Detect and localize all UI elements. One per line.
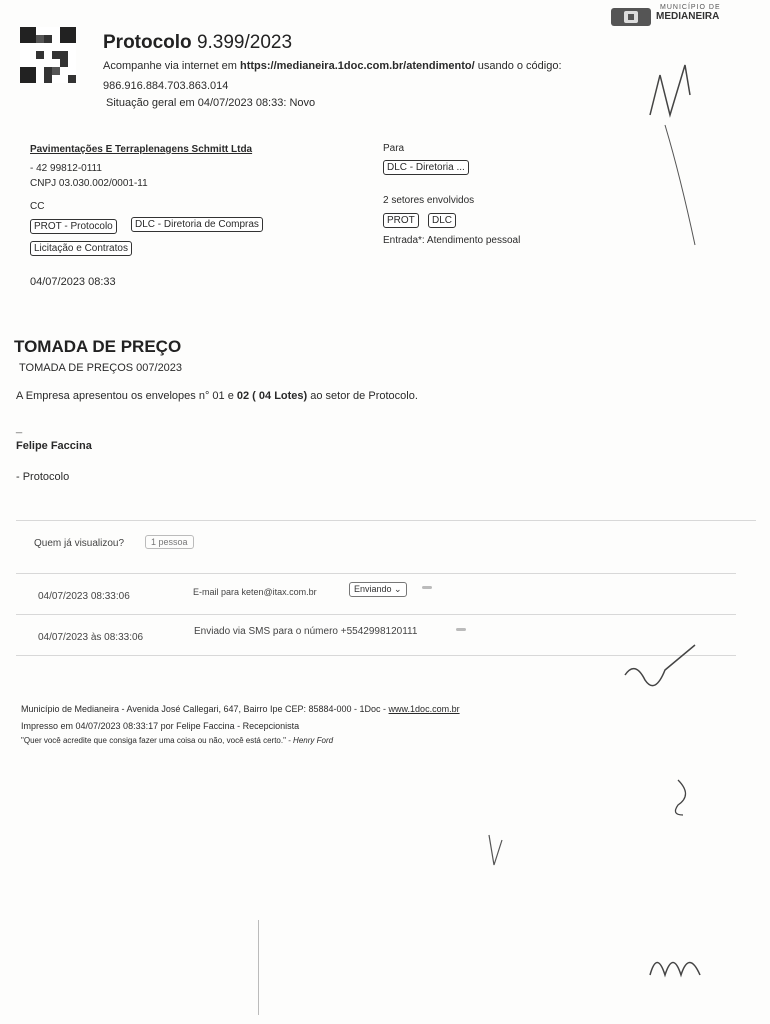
qr-code	[20, 27, 76, 83]
document-text: A Empresa apresentou os envelopes n° 01 e 02 ( 04 Lotes) ao setor de Protocolo.	[16, 390, 418, 402]
signature-dash: _	[16, 422, 23, 434]
tracking-url[interactable]: https://medianeira.1doc.com.br/atendimento/	[239, 60, 475, 72]
document-heading: TOMADA DE PREÇO	[14, 337, 182, 356]
footer-address: Município de Medianeira - Avenida José Callegari, 647, Bairro Ipe CEP: 85884-000 - 1Doc - www.1doc.com.br	[21, 704, 460, 714]
log-status-badge: Enviando ⌄	[349, 582, 407, 597]
sender-company[interactable]: Pavimentações E Terraplenagens Schmitt Ltda	[30, 144, 253, 155]
handwritten-mark-icon	[668, 775, 698, 820]
cc-tag-licitacao[interactable]: Licitação e Contratos	[30, 241, 132, 256]
municipality-label: MUNICÍPIO DE	[660, 4, 721, 11]
entry-type: Entrada*: Atendimento pessoal	[383, 235, 521, 246]
handwritten-mark-icon	[484, 830, 509, 875]
tracking-line: Acompanhe via internet em https://medianeira.1doc.com.br/atendimento/ usando o código:	[103, 60, 562, 72]
protocol-label: Protocolo	[103, 32, 192, 53]
sector-tag-prot[interactable]: PROT	[383, 213, 419, 228]
page-title	[103, 32, 292, 54]
divider	[16, 573, 736, 574]
protocol-number: 9.399/2023	[196, 32, 293, 53]
author-name: Felipe Faccina	[16, 440, 92, 452]
cc-label: CC	[30, 201, 45, 212]
footer-site-link[interactable]: www.1doc.com.br	[388, 704, 460, 714]
log-text: E-mail para keten@itax.com.br	[193, 587, 317, 597]
handwritten-signature-icon	[640, 55, 750, 255]
recipient-tag[interactable]: DLC - Diretoria ...	[383, 160, 469, 175]
divider	[16, 520, 756, 521]
tracking-code: 986.916.884.703.863.014	[103, 80, 229, 92]
views-count-badge[interactable]: 1 pessoa	[145, 535, 194, 549]
cc-tag-dlc[interactable]: DLC - Diretoria de Compras	[131, 217, 263, 232]
more-icon[interactable]	[456, 628, 466, 631]
log-date: 04/07/2023 08:33:06	[38, 591, 130, 602]
sender-cnpj: CNPJ 03.030.002/0001-11	[30, 178, 148, 189]
log-text: Enviado via SMS para o número +5542998120111	[194, 626, 418, 637]
sector-tag-dlc[interactable]: DLC	[428, 213, 456, 228]
footer-quote: "Quer você acredite que consiga fazer uma coisa ou não, você está certo." - Henry Ford	[21, 736, 334, 745]
sender-phone: - 42 99812-0111	[30, 163, 102, 174]
views-label: Quem já visualizou?	[34, 538, 125, 549]
log-date: 04/07/2023 às 08:33:06	[38, 632, 144, 643]
more-icon[interactable]	[422, 586, 432, 589]
chevron-down-icon: ⌄	[394, 584, 402, 594]
cc-tag-prot[interactable]: PROT - Protocolo	[30, 219, 117, 234]
scan-line	[258, 920, 259, 1015]
created-date: 04/07/2023 08:33	[30, 276, 116, 288]
handwritten-initials-icon	[620, 640, 710, 700]
municipality-logo-icon	[610, 6, 652, 28]
author-department: - Protocolo	[16, 471, 70, 483]
document-subheading: TOMADA DE PREÇOS 007/2023	[19, 362, 183, 374]
footer-printed: Impresso em 04/07/2023 08:33:17 por Felipe Faccina - Recepcionista	[21, 721, 300, 731]
handwritten-mark-icon	[645, 945, 715, 985]
municipality-name: MEDIANEIRA	[656, 11, 720, 22]
status-line: Situação geral em 04/07/2023 08:33: Novo	[106, 97, 316, 109]
recipient-label: Para	[383, 143, 405, 154]
divider	[16, 614, 736, 615]
sectors-count: 2 setores envolvidos	[383, 195, 475, 206]
